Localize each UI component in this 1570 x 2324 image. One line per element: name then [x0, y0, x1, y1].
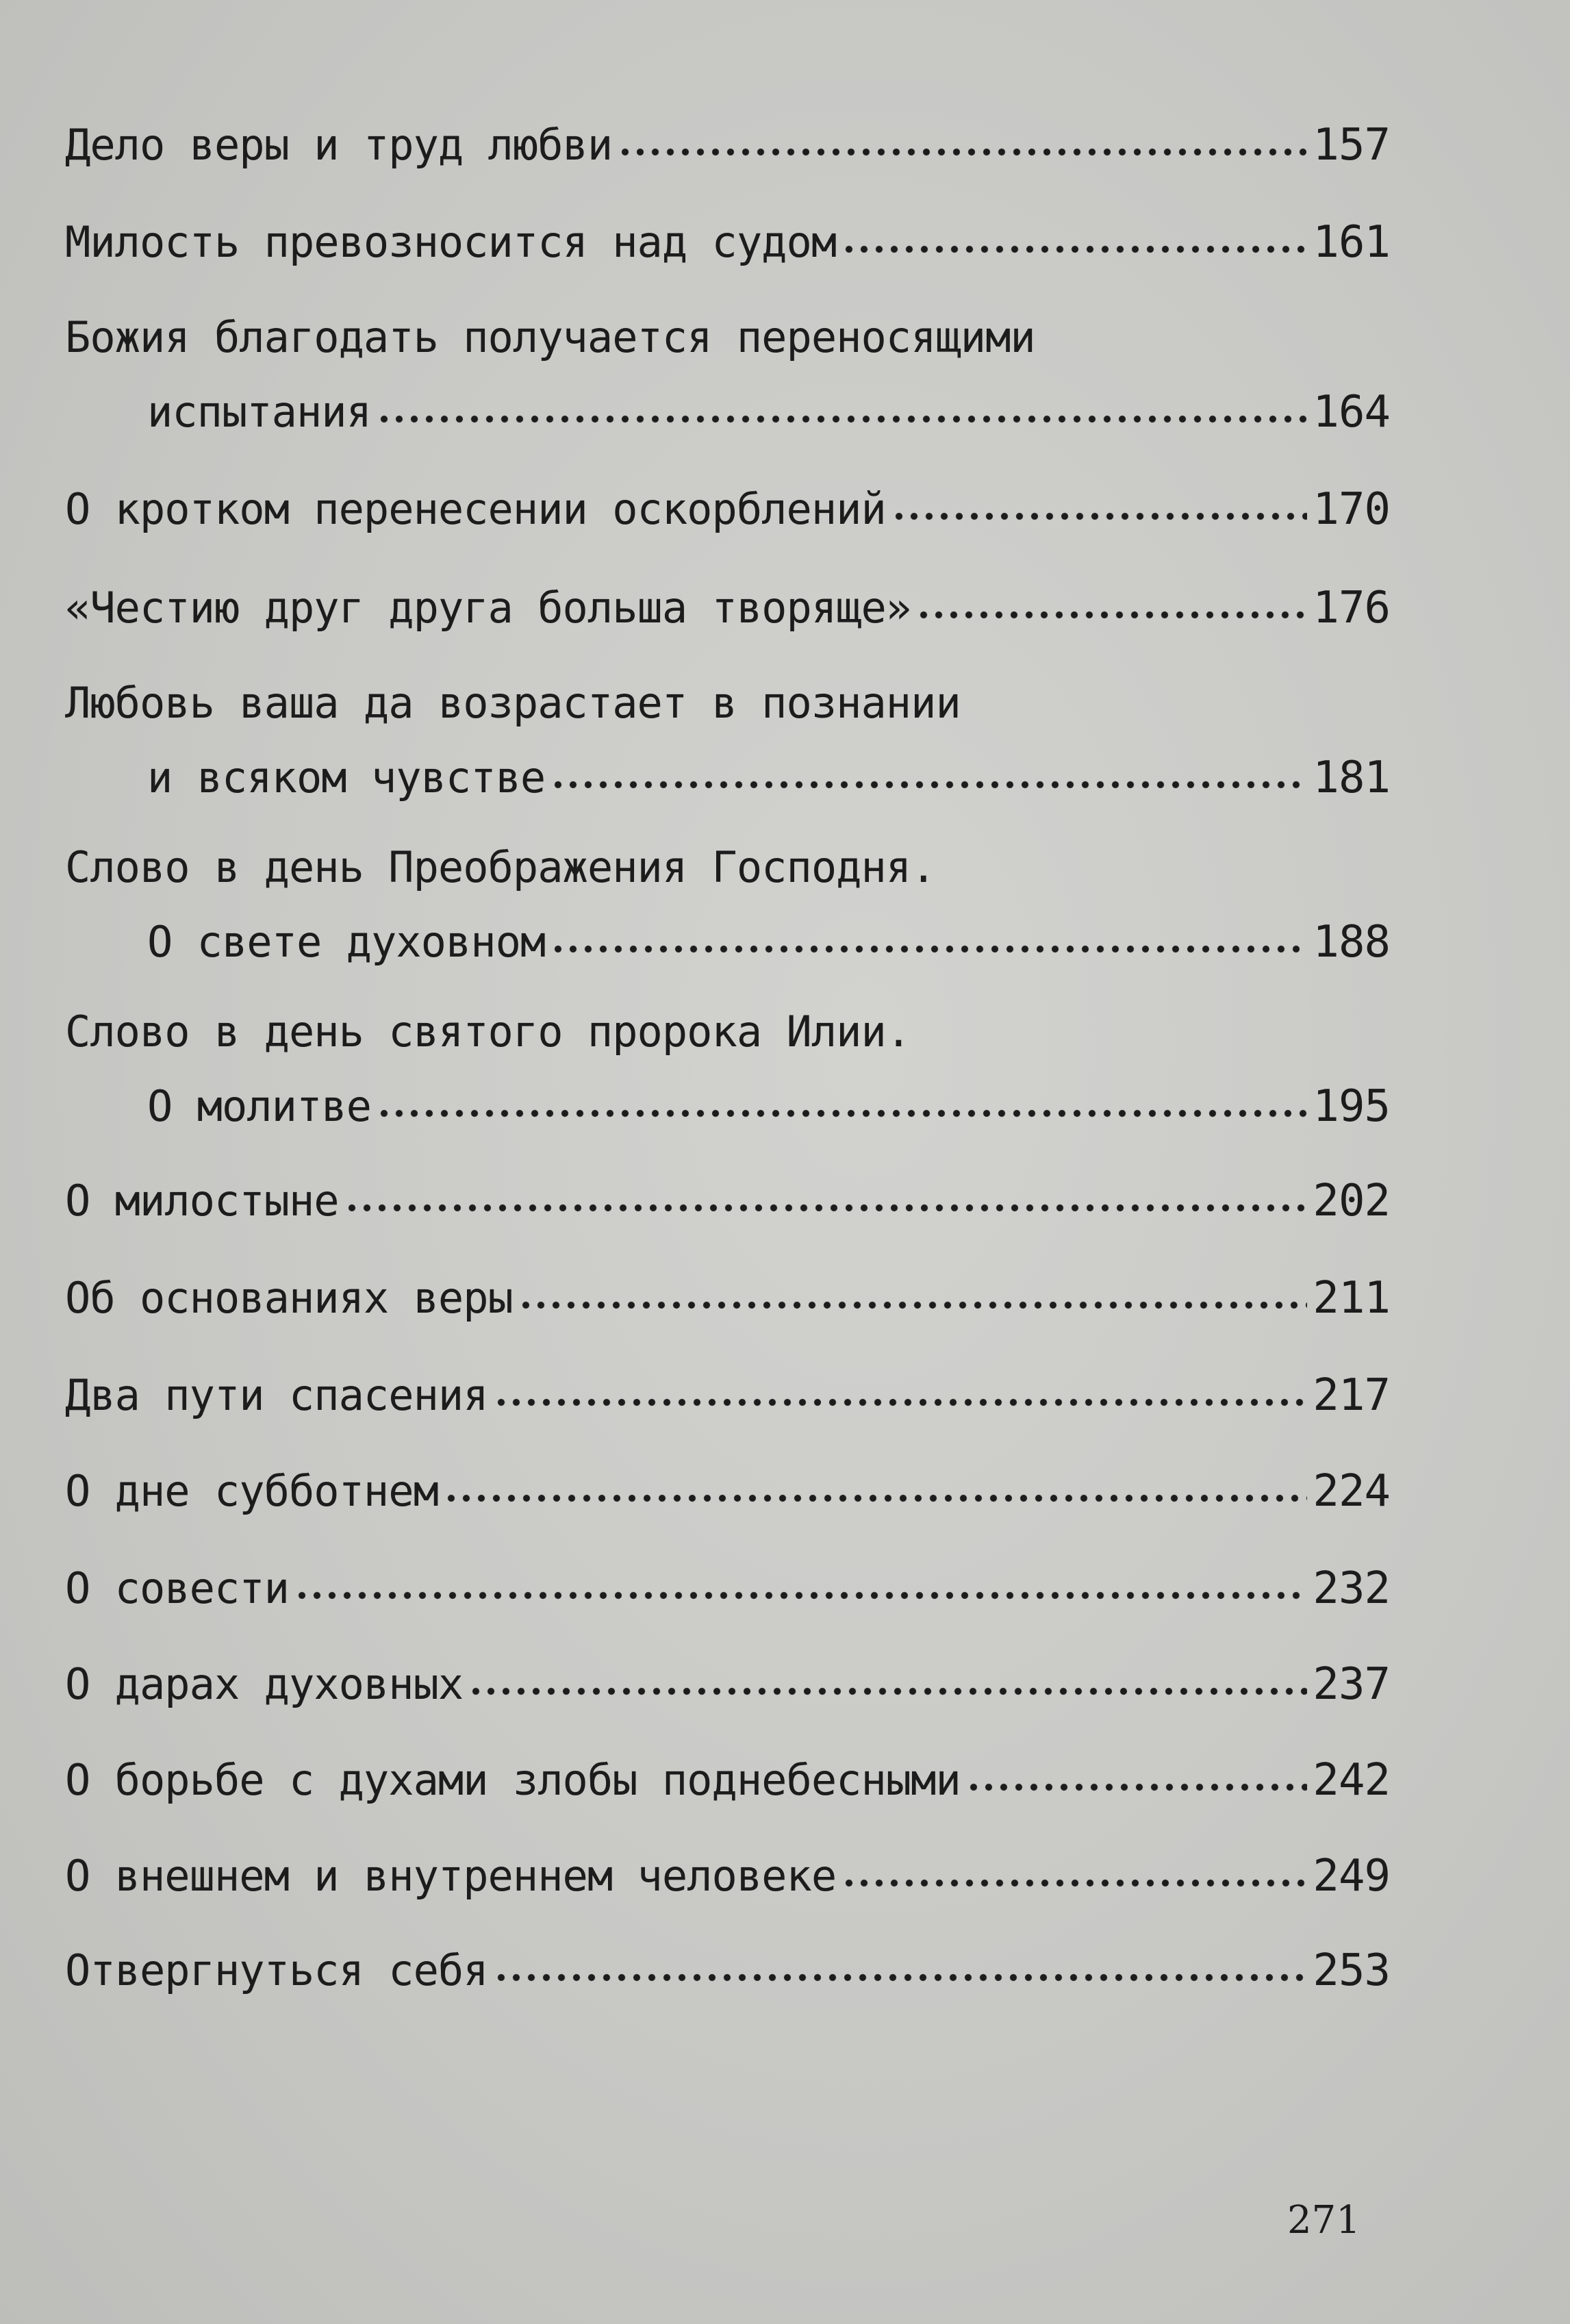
toc-entry-page: 170	[1313, 484, 1390, 535]
dot-leader	[550, 944, 1307, 954]
toc-entry-page: 211	[1313, 1273, 1390, 1324]
dot-leader	[377, 1109, 1307, 1118]
toc-entry	[65, 1176, 1390, 1226]
toc-entry-title-continuation: О молитве	[147, 1081, 371, 1131]
toc-entry	[65, 1563, 1390, 1614]
toc-entry-page: 161	[1313, 217, 1390, 268]
toc-entry	[65, 842, 1390, 968]
toc-entry-title: Милость превозносится над судом	[65, 217, 837, 267]
dot-leader	[841, 1878, 1307, 1888]
dot-leader	[468, 1687, 1307, 1696]
page-number: 271	[1287, 2198, 1360, 2243]
toc-entry	[65, 1945, 1390, 1996]
toc-entry-title: Божия благодать получается переносящими	[65, 312, 1035, 362]
toc-entry-page: 188	[1313, 917, 1390, 968]
dot-leader	[966, 1782, 1308, 1792]
dot-leader	[618, 147, 1307, 157]
toc-entry-title-continuation: испытания	[147, 387, 371, 437]
dot-leader	[344, 1203, 1308, 1213]
dot-leader	[444, 1493, 1307, 1503]
dot-leader	[377, 414, 1307, 424]
toc-entry-page: 164	[1313, 387, 1390, 438]
toc-entry-title: Об основаниях веры	[65, 1273, 513, 1323]
toc-entry-page: 249	[1313, 1851, 1390, 1902]
toc-entry-title: О дне субботнем	[65, 1466, 438, 1516]
toc-entry	[65, 1466, 1390, 1517]
toc-entry-page: 195	[1313, 1081, 1390, 1132]
toc-entry	[65, 217, 1390, 268]
dot-leader	[550, 780, 1307, 790]
toc-entry-title: О дарах духовных	[65, 1659, 464, 1709]
toc-entry-title: Отвергнуться себя	[65, 1945, 488, 1995]
dot-leader	[916, 610, 1307, 620]
toc-entry-title: О внешнем и внутреннем человеке	[65, 1851, 837, 1901]
toc-entry-page: 224	[1313, 1466, 1390, 1517]
dot-leader	[841, 244, 1307, 254]
toc-entry	[65, 312, 1390, 438]
toc-entry	[65, 583, 1390, 633]
dot-leader	[494, 1398, 1308, 1407]
toc-entry-title: Два пути спасения	[65, 1370, 488, 1420]
toc-entry-title-continuation: и всяком чувстве	[147, 753, 546, 803]
toc-entry	[65, 1273, 1390, 1324]
toc-entry-page: 176	[1313, 583, 1390, 633]
toc-entry-title-continuation: О свете духовном	[147, 917, 546, 967]
toc-entry-title: Слово в день святого пророка Илии.	[65, 1007, 911, 1057]
dot-leader	[494, 1973, 1308, 1982]
dot-leader	[518, 1300, 1308, 1310]
toc-entry-title: Слово в день Преображения Господня.	[65, 842, 936, 892]
toc-entry-title: «Честию друг друга больша творяще»	[65, 583, 911, 633]
dot-leader	[891, 511, 1308, 521]
toc-entry	[65, 678, 1390, 803]
toc-entry	[65, 1370, 1390, 1421]
toc-entry	[65, 484, 1390, 535]
toc-entry	[65, 1755, 1390, 1806]
toc-entry	[65, 1659, 1390, 1710]
toc-entry-page: 232	[1313, 1563, 1390, 1614]
toc-entry-page: 217	[1313, 1370, 1390, 1421]
toc-entry-title: Дело веры и труд любви	[65, 120, 613, 170]
toc-entry-page: 253	[1313, 1945, 1390, 1996]
toc-entry-page: 242	[1313, 1755, 1390, 1806]
toc-entry-title: О борьбе с духами злобы поднебесными	[65, 1755, 961, 1805]
toc-entry-title: Любовь ваша да возрастает в познании	[65, 678, 961, 728]
dot-leader	[294, 1591, 1307, 1600]
toc-entry-page: 202	[1313, 1176, 1390, 1226]
toc-entry-title: О совести	[65, 1563, 289, 1613]
toc-entry-title: О кротком перенесении оскорблений	[65, 484, 886, 534]
toc-entry	[65, 120, 1390, 170]
toc-entry-page: 181	[1313, 753, 1390, 803]
toc-entry-title: О милостыне	[65, 1176, 339, 1226]
toc-entry-page: 237	[1313, 1659, 1390, 1710]
toc-entry	[65, 1007, 1390, 1132]
toc-entry-page: 157	[1313, 120, 1390, 170]
toc-entry	[65, 1851, 1390, 1902]
